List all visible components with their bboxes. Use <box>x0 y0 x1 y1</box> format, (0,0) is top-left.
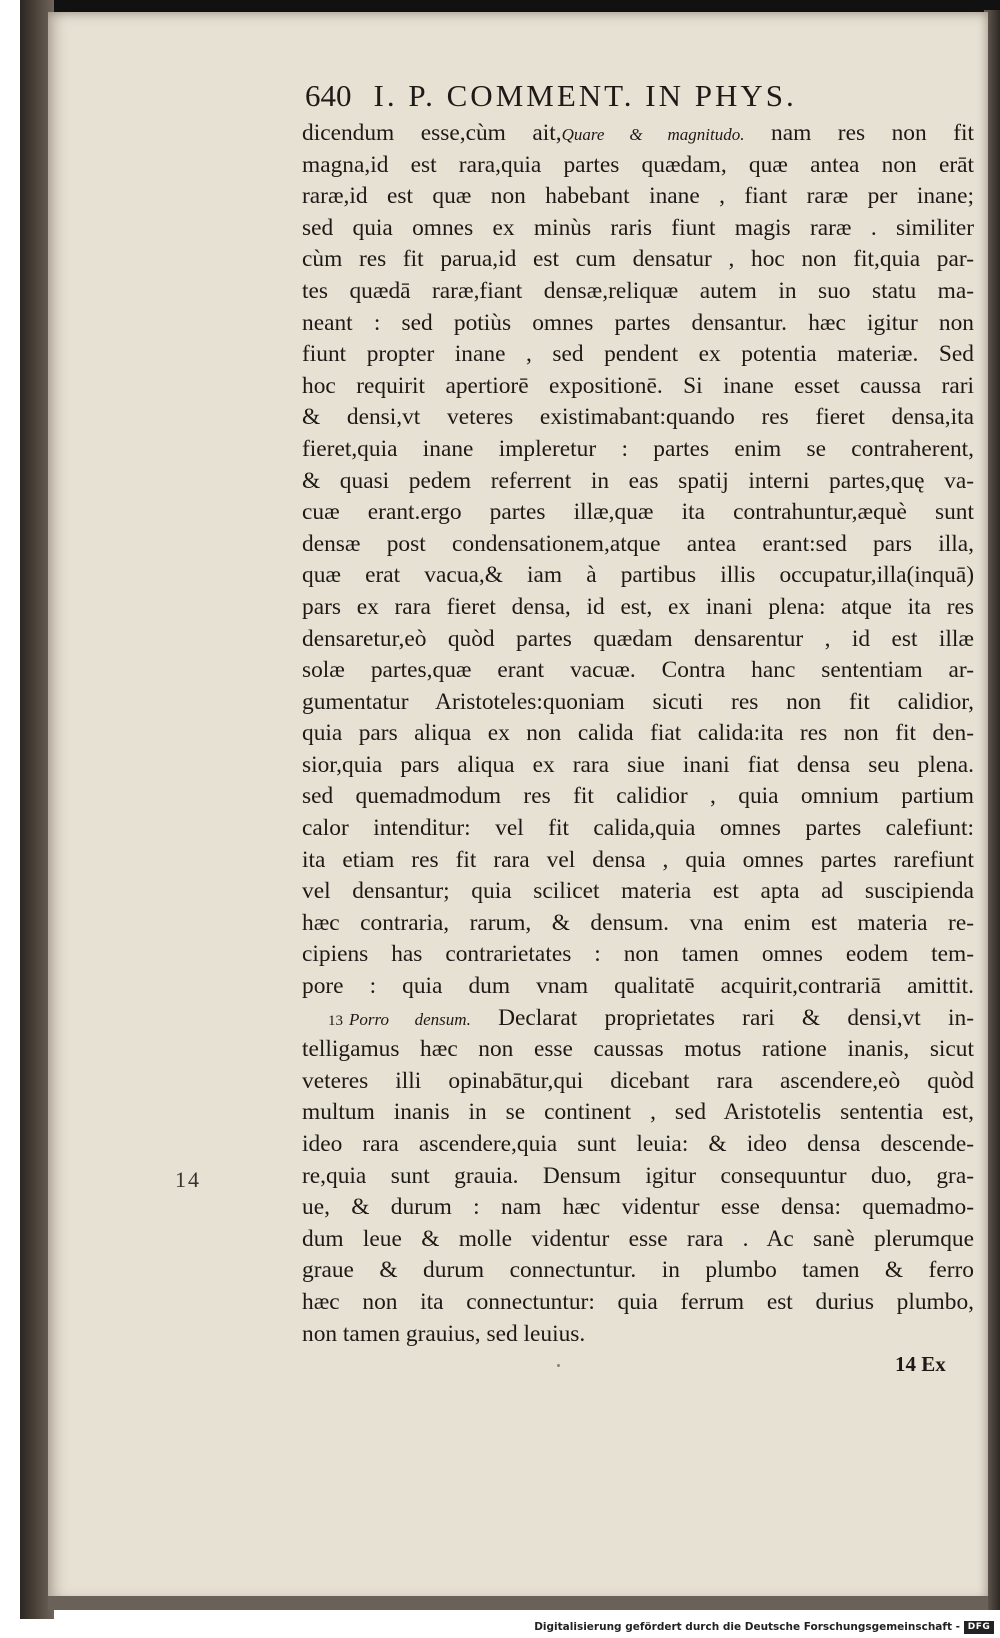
footer-bar <box>0 1619 1000 1638</box>
text-line: ideo rara ascendere,quia sunt leuia: & ideo densa descende- <box>302 1131 974 1157</box>
text-line: fieret,quia inane impleretur : partes enim se contraherent, <box>302 435 974 462</box>
running-title: I. P. COMMENT. IN PHYS. <box>373 78 797 113</box>
text-line: quæ erat vacua,& iam à partibus illis occupatur,illa(inquā) <box>302 562 974 589</box>
body-text <box>302 118 974 1350</box>
text-line-1-end: nam res non fit <box>744 120 974 146</box>
dfg-logo: DFG <box>964 1621 994 1634</box>
running-header <box>305 78 905 118</box>
text-line: graue & durum connectuntur. in plumbo tamen & ferro <box>302 1257 974 1284</box>
text-line: pars ex rara fieret densa, id est, ex inani plena: atque ita res <box>302 593 974 620</box>
text-line: re,quia sunt grauia. Densum igitur consequuntur duo, gra- <box>302 1162 974 1189</box>
paragraph-number: 13 <box>328 1012 343 1029</box>
page-number: 640 <box>305 78 352 113</box>
text-line: calor intenditur: vel fit calida,quia omnes partes calefiunt: <box>302 815 974 842</box>
text-line: multum inanis in se continent , sed Aristotelis sententia est, <box>302 1099 974 1126</box>
text-line: solæ partes,quæ erant vacuæ. Contra hanc sententiam ar- <box>302 657 974 684</box>
text-line: quia pars aliqua ex non calida fiat calida:ita res non fit den- <box>302 720 974 747</box>
text-line: hæc non ita connectuntur: quia ferrum est durius plumbo, <box>302 1288 974 1315</box>
text-line: telligamus hæc non esse caussas motus ratione inanis, sicut <box>302 1036 974 1063</box>
lemma-quare-et-magnitudo: Quare & magnitudo. <box>561 125 745 144</box>
book-edge-top <box>20 0 1000 12</box>
text-line: fiunt propter inane , sed pendent ex potentia materiæ. Sed <box>302 341 974 368</box>
text-line: raræ,id est quæ non habebant inane , fiant raræ per inane; <box>302 183 974 210</box>
text-line: & quasi pedem referrent in eas spatij interni partes,quę va- <box>302 467 974 494</box>
text-line: neant : sed potiùs omnes partes densantur. hæc igitur non <box>302 309 974 336</box>
text-line: ita etiam res fit rara vel densa , quia omnes partes rarefiunt <box>302 846 974 873</box>
page-bottom-edge <box>48 1596 988 1610</box>
ink-speck <box>557 1364 560 1367</box>
text-line: tes quædā raræ,fiant densæ,reliquæ autem in suo statu ma- <box>302 277 974 304</box>
text-line-last: non tamen grauius, sed leuius. <box>302 1320 586 1347</box>
text-line: hæc contraria, rarum, & densum. vna enim est materia re- <box>302 909 974 936</box>
text-line: hoc requirit apertiorē expositionē. Si inane esset caussa rari <box>302 372 974 399</box>
paragraph-13-first-line-text: Declarat proprietates rari & densi,vt in- <box>470 1004 974 1031</box>
text-line: magna,id est rara,quia partes quædam, quæ antea non erāt <box>302 151 974 178</box>
text-line: gumentatur Aristoteles:quoniam sicuti res non fit calidior, <box>302 688 974 715</box>
text-line: sior,quia pars aliqua ex rara siue inani fiat densa seu plena. <box>302 751 974 778</box>
text-line: cuæ erant.ergo partes illæ,quæ ita contrahuntur,æquè sunt <box>302 499 974 526</box>
text-line: sed quia omnes ex minùs raris fiunt magis raræ . similiter <box>302 214 974 241</box>
text-line-1 <box>302 118 974 150</box>
text-line: vel densantur; quia scilicet materia est apta ad suscipienda <box>302 878 974 905</box>
text-line: sed quemadmodum res fit calidior , quia omnium partium <box>302 783 974 810</box>
margin-note: 14 <box>175 1167 201 1192</box>
text-line: cipiens has contrarietates : non tamen omnes eodem tem- <box>302 941 974 968</box>
text-line: dum leue & molle videntur esse rara . Ac sanè plerumque <box>302 1225 974 1252</box>
text-line: & densi,vt veteres existimabant:quando res fieret densa,ita <box>302 404 974 431</box>
lemma-porro-densum: Porro densum. <box>349 1009 471 1029</box>
catchword: 14 Ex <box>895 1352 946 1376</box>
text-line: densaretur,eò quòd partes quædam densarentur , id est illæ <box>302 625 974 652</box>
funding-credit: Digitalisierung gefördert durch die Deutsche Forschungsgemeinschaft - <box>534 1621 960 1633</box>
text-line: densæ post condensationem,atque antea erant:sed pars illa, <box>302 530 974 557</box>
text-line: cùm res fit parua,id est cum densatur , hoc non fit,quia par- <box>302 246 974 273</box>
text-line: veteres illi opinabātur,qui dicebant rara ascendere,eò quòd <box>302 1067 974 1094</box>
paragraph-13-first-line <box>302 1003 974 1035</box>
text-line-1-start: dicendum esse,cùm ait, <box>302 120 562 146</box>
text-line: pore : quia dum vnam qualitatē acquirit,contrariā amittit. <box>302 973 974 1000</box>
text-line: ue, & durum : nam hæc videntur esse densa: quemadmo- <box>302 1194 974 1221</box>
